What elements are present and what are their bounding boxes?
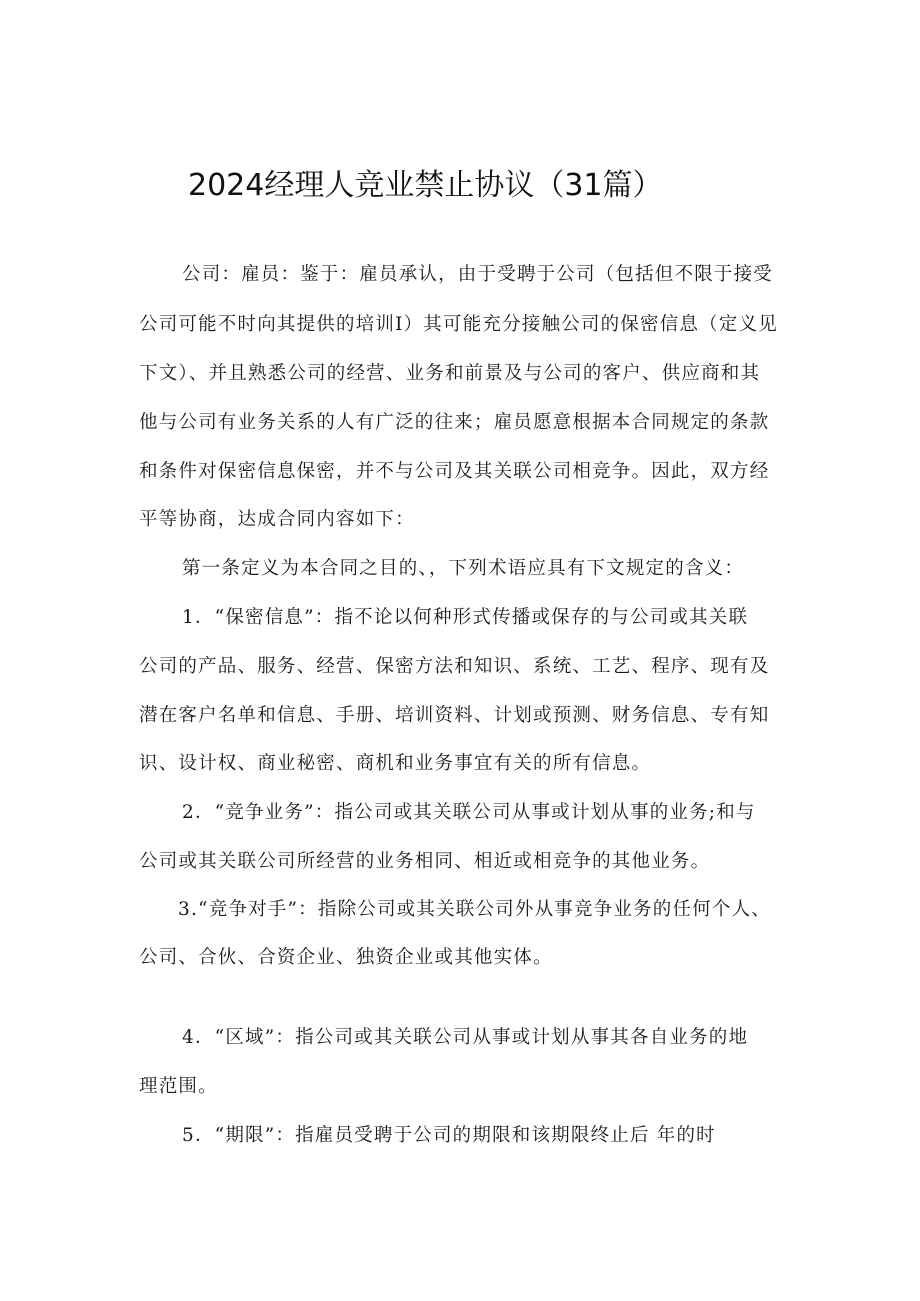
document-title: 2024经理人竞业禁止协议（31篇） xyxy=(188,168,663,203)
paragraph-line: 2．“竞争业务”：指公司或其关联公司从事或计划从事的业务;和与 xyxy=(182,802,756,823)
paragraph-line: 公司、合伙、合资企业、独资企业或其他实体。 xyxy=(139,947,553,968)
paragraph-line: 公司可能不时向其提供的培训I）其可能充分接触公司的保密信息（定义见 xyxy=(139,314,778,335)
paragraph-line: 和条件对保密信息保密，并不与公司及其关联公司相竞争。因此，双方经 xyxy=(139,461,770,482)
paragraph-line: 公司或其关联公司所经营的业务相同、相近或相竞争的其他业务。 xyxy=(139,851,711,872)
paragraph-line: 下文）、并且熟悉公司的经营、业务和前景及与公司的客户、供应商和其 xyxy=(139,363,761,384)
paragraph-line: 4．“区域”：指公司或其关联公司从事或计划从事其各自业务的地 xyxy=(182,1027,749,1048)
paragraph-line: 1．“保密信息”：指不论以何种形式传播或保存的与公司或其关联 xyxy=(182,607,749,628)
paragraph-line: 5．“期限”：指雇员受聘于公司的期限和该期限终止后 年的时 xyxy=(182,1125,716,1146)
paragraph-line: 公司的产品、服务、经营、保密方法和知识、系统、工艺、程序、现有及 xyxy=(139,656,770,677)
paragraph-line: 公司：雇员：鉴于：雇员承认，由于受聘于公司（包括但不限于接受 xyxy=(182,264,774,285)
paragraph-line: 潜在客户名单和信息、手册、培训资料、计划或预测、财务信息、专有知 xyxy=(139,705,770,726)
paragraph-line: 他与公司有业务关系的人有广泛的往来；雇员愿意根据本合同规定的条款 xyxy=(139,412,770,433)
paragraph-line: 理范围。 xyxy=(139,1076,218,1097)
paragraph-line: 第一条定义为本合同之目的、，下列术语应具有下文规定的含义： xyxy=(182,558,745,579)
paragraph-line: 平等协商，达成合同内容如下： xyxy=(139,509,415,530)
paragraph-line: 3.“竞争对手”：指除公司或其关联公司外从事竞争业务的任何个人、 xyxy=(178,899,771,920)
paragraph-line: 识、设计权、商业秘密、商机和业务事宜有关的所有信息。 xyxy=(139,753,652,774)
